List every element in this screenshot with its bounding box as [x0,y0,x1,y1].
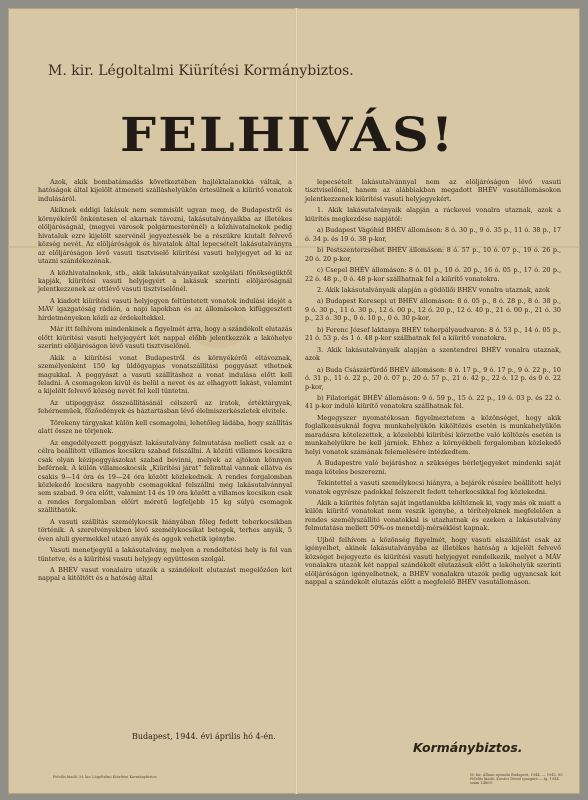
issuer-header: M. kir. Légoltalmi Kiürítési Kormánybiztos. [48,63,354,79]
paragraph: Tekintettel a vasuti személykocsi hiányra, a bejárók részére beállított helyi vonatok egyrésze padokkal felszerelt fedett teherkocsikkal fog közlekedni. [305,479,561,496]
paragraph: A kiadott kiürítési vasuti helyjegyen feltüntetett vonatok indulási idejét a MÁV igazgatóság rádión, a napi lapokban és az állomásokon kifüggesztett hirdetményeken közli az érdekeltekkel. [38,296,292,322]
paragraph: 3. Akik lakásutalványaik alapján a szentendrei BHÉV vonalra utaznak, azok [305,345,561,363]
paragraph: Az engedélyezett poggyászt lakásutalvány felmutatása mellett csak az e célra beállított villamos kocsikra szabad felszállni. A közúti villamos kocsikra csak olyan kézipoggyászokat szabad bevinni, melyek az ajtókon könnyen beférnek. A külön villamoskocsik „Kiürítési járat” felirattal vannak ellátva és csakis 9—14 óra és 19—24 óra között közlekednek. A rendes forgalomban közlekedő kocsikra nagyobb csomagokkal felszállni még lakásutalvánnyal sem szabad. 9 óra előtt, valamint 14 és 19 óra között a villamos kocsikon csak a rendes forgalomban előírt méretű legfeljebb 15 kg súlyú csomagok szállíthatók. [38,438,292,515]
issue-date: Budapest, 1944. évi április hó 4-én. [132,732,276,741]
paragraph: Megegyszer nyomatékosan figyelmeztetem a közönséget, hogy akik foglalkozásuknál fogva munkahelyükön kiköltözés esetén is munkahelyükön maradásra kötelezettek, a közelebbi kiürítési körzetbe való költözés esetén is munkahelyükre be kell járniok. Ehhez a környékbeli forgalomban közlekedő helyi vonatok számának felemelésére intézkedtem. [305,413,561,456]
paragraph: c) Csepel BHÉV állomáson: 8 ó. 01 p., 10 ó. 20 p., 16 ó. 05 p., 17 ó. 20 p., 22 ó. 48 p., 0 ó. 48 p-kor szállhatnak fel a kiürítő vonatokra. [305,266,561,283]
left-text-column [38,178,292,586]
paragraph: A Budapestre való bejáráshoz a szükséges bérletjegyeket mindenki saját maga köteles beszerezni. [305,459,561,476]
paragraph: Az utipoggyász összeállításánál célszerű az iratok, értéktárgyak, fehérnemüek, főzőedények és háztartásban lévő élelmiszerkészletek elvitele. [38,398,292,416]
paragraph: a) Buda Császárfürdő BHÉV állomáson: 8 ó. 17 p., 9 ó. 17 p., 9 ó. 22 p., 10 ó. 31 p., 11 ó. 22 p., 20 ó. 07 p., 20 ó. 57 p., 21 ó. 42 p., 22 ó. 12 p. és 0 ó. 22 p-kor, [305,365,561,391]
paragraph: Akiknek eddigi lakásuk nem semmisült ugyan meg, de Budapestről és környékéről önkéntesen el akarnak távozni, lakásutalványaikba az illetékes elöljáróságnál, (megyei városok polgármesterénél) a kőzhivatalnokok pedig hivataluk ezre kijelölt szervénél jegyeztessék be a részükre kiutalt felvevő község nevét. Az elöljáróságok és hivatalok által lepecsételt lakásutalványra az előljáróságon lévő vasuti tisztviselő kiürítési vasuti helyjegyet ad ki az utazni szándékozónak. [38,206,292,266]
paragraph: b) Filatorigát BHÉV állomáson: 9 ó. 59 p., 15 ó. 22 p., 19 ó. 03 p. és 22 ó. 41 p-kor induló kiürítő vonatokra szállhatnak fel. [305,393,561,411]
footer-publisher: Felelős kiadó: M. kir. Légoltalmi Kiürítési Kormánybiztos [53,775,157,779]
paragraph: Törekeny tárgyakat külön kell csomagolni, lehetőleg ládába, hogy szállítás alatt össze ne törjenek. [38,418,292,436]
paragraph: Már itt felhívom mindenkinek a figyelmét arra, hogy a szándékolt elutazás előtt kiürítési vasuti helyjegyért két nappal előbb jelentkezzék a lakóhelye szerinti elöljáróságon lévő vasuti tisztviselőnél. [38,325,292,351]
paragraph: Akik a kiürítési vonat Budapestről és környékéről eltávoznak, személyenként 150 kg üldögyapjas vonatszállítási poggyászt vihetnek magukkal. A poggyászt a vasuti szállításhoz a vonat indulása előtt kell feladni. A csomagokon kívül és belül a nevet és az elhagyott lakást, valamint a kijelölt felvevő község nevét fel kell tüntetni. [38,353,292,396]
paragraph: Ujból felhívom a közönség figyelmét, hogy vasuti elszállítást csak az igényelhet, akinek lakásutalványába az illetékes hatóság a kijelölt felvevő községet bejegyezte és kiürítési vasuti helyjegyet rendelkezik, melyet a MÁV vonalakra utazók két nappal szándékolt elutazásuk előtt a lakóhelyük szerinti elöljáróságon igényelhetnek, a BHÉV vonalakra utazók pedig ugyancsak két nappal a szándékolt elutazás előtt a megfelelő BHÉV vasutállomáson. [305,535,561,587]
paragraph: Akik a kiürítés folytán saját ingatlanukba költöznek ki, vagy más ok miatt a külön kiürítő vonatokat nem veszik igénybe, a térítelyeknek megfelelően a rendes személyszállító vonatokkal is utazhatnak és ezeken a lakásutalvány felmutatása mellett 50%-os menetdíj-mérséklést kapnak. [305,498,561,533]
paragraph: 2. Akik lakásutalványaik alapján a gödöllői BHÉV vonalra utaznak, azok [317,285,550,294]
paragraph: a) Budapest Vágóhíd BHÉV állomáson: 8 ó. 30 p., 9 ó. 35 p., 11 ó. 38 p., 17 ó. 34 p. és 19 ó. 38 p-kor, [305,226,561,243]
poster-title: FELHIVÁS! [120,108,456,163]
footer-printer: M. kir. Állami nyomda Budapest, 1944. — 1945. 85 Felelős kiadó: Kovács Dezső igazgató — Ig. 1944. szám 14869. [470,773,563,785]
right-text-column [305,178,561,589]
poster [8,8,580,794]
paragraph: a) Budapest Keresepi ut BHÉV állomáson: 8 ó. 05 p., 8 ó. 28 p., 8 ó. 38 p., 9 ó. 30 p., 11 ó. 30 p., 12 ó. 00 p., 12 ó. 20 p., 12 ó. 40 p., 21 ó. 00 p., 21 ó. 30 p., 23 ó. 30 p., 0 ó. 10 p., 0 ó. 30 p-kor, [305,297,561,323]
paragraph: lepecsételt lakásutalvánnyal nem az elöljáróságon lévő vasuti tisztviselőnél, hanem az alábbiakban megadott BHÉV vasutállomásokon jelentkezzenek kiürítési vasuti helyjegyekért. [305,178,561,203]
paragraph: Vasuti menetjegyül a lakásutalvány, melyen a rendeltetési hely is fel van tüntetve, és a kiürítési vasuti helyjegy együttesen szolgál. [38,546,292,563]
paragraph: 1. Akik lakásutalványaik alapján a ráckevei vonalra utaznak, azok a kiürítés megkezdése napjától: [305,206,561,223]
signature: Kormánybiztos. [413,740,523,755]
paragraph: b) Pestszenterzsébet BHÉV állomáson: 8 ó. 57 p., 10 ó. 07 p., 19 ó. 26 p., 20 ó. 20 p-kor, [305,246,561,263]
paragraph: b) Ferenc József laktanya BHÉV teherpályaudvaron: 8 ó. 53 p., 14 ó. 05 p., 21 ó. 53 p. és 1 ó. 48 p-kor szállhatnak fel a kiürítő vonatokra. [305,325,561,343]
paragraph: A BHÉV vasut vonalaira utazók a szándékolt elutazást megelőzően két nappal a kitöltött és a hatóság által [38,566,292,583]
paragraph: A közhivatalnokok, stb., akik lakásutalványaikat szolgálati főnökségüktől kapják, kiürítési vasuti helyjegyért a lakásuk szerinti elöljáróságnál jelentkezzenek az ottlévő vasuti tisztviselőnél. [38,268,292,294]
paragraph: Azok, akik bombatámadás következtében hajléktalanokká váltak, a hatóságok által kijelölt átmeneti szálláshelyükön értesülnek a kiürítő vonatok indulásáról. [38,178,292,203]
paragraph: A vasuti szállítás személykocsik hiányában főleg fedett teherkocsikban történik. A szerelvényekben lévő személykocsikat betegek, terhes anyák, 5 éven aluli gyermekkel utazó anyák és aggok vehetik igénybe. [38,517,292,543]
